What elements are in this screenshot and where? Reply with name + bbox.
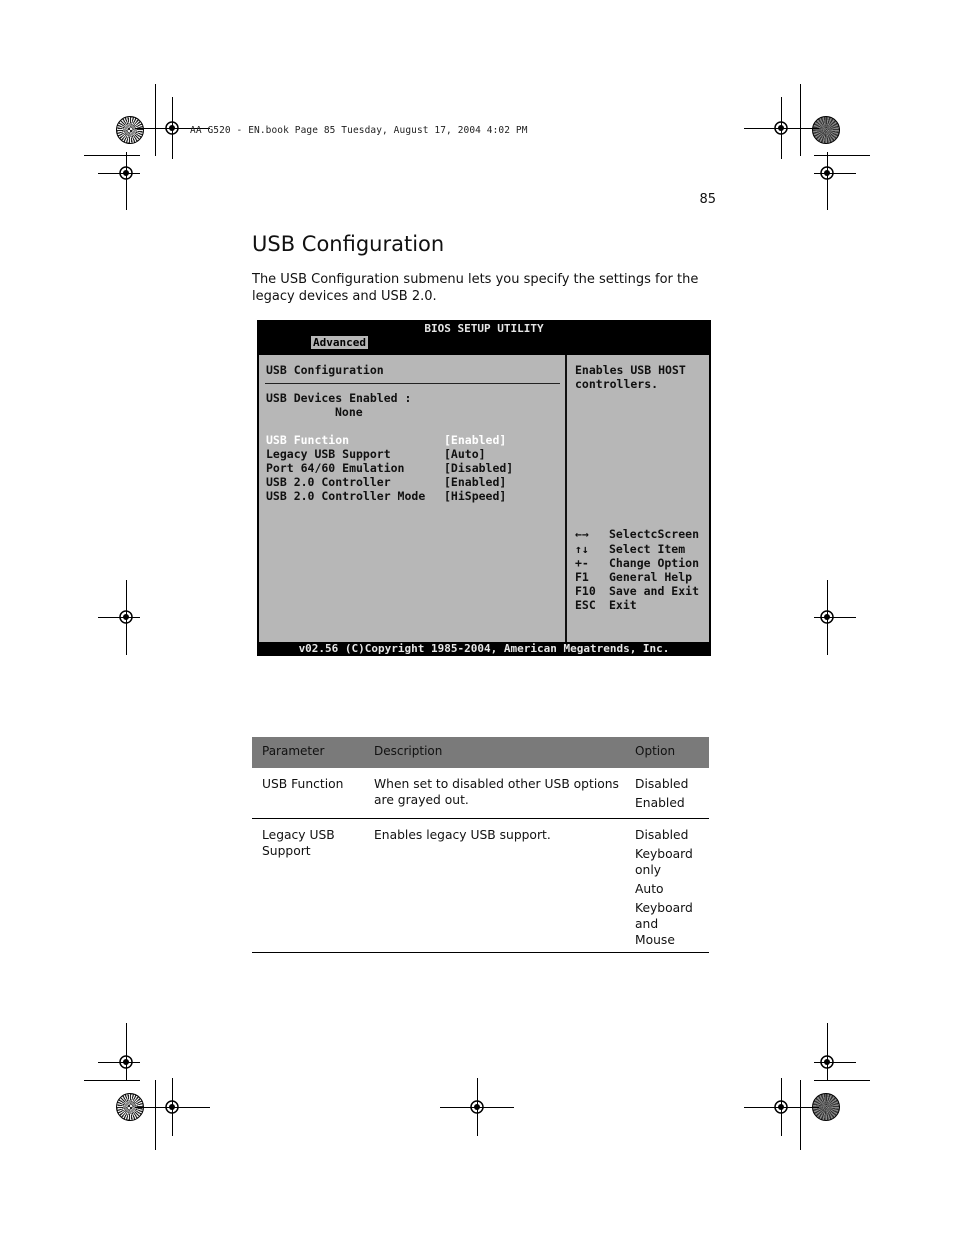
crosshair-icon — [771, 118, 791, 138]
option-cell — [635, 776, 707, 814]
crop-line — [155, 1080, 156, 1150]
bios-key: F10 — [575, 584, 596, 598]
column-header: Parameter — [262, 744, 325, 758]
bios-key-action: Change Option — [609, 556, 700, 570]
crosshair-icon — [162, 118, 182, 138]
crop-line — [814, 155, 870, 156]
bios-help-text: controllers. — [575, 377, 659, 391]
description-cell: Enables legacy USB support. — [374, 828, 551, 842]
crosshair-icon — [467, 1097, 487, 1117]
bios-settings-pane — [259, 355, 567, 642]
crop-line — [814, 1080, 870, 1081]
bios-item-label[interactable]: Port 64/60 Emulation — [266, 461, 405, 475]
bios-header: BIOS SETUP UTILITY — [424, 322, 544, 335]
crop-line — [155, 84, 156, 156]
table-header — [252, 737, 709, 768]
bios-devices-value: None — [335, 405, 363, 419]
intro-paragraph: The USB Configuration submenu lets you specify the settings for the legacy devices and USB 2.0. — [252, 272, 699, 304]
bios-key: ↑↓ — [575, 542, 589, 556]
bios-screenshot — [257, 320, 711, 656]
option-value: Disabled — [635, 828, 689, 842]
registration-target-icon — [116, 116, 144, 144]
crop-line — [800, 1080, 801, 1150]
option-value: Enabled — [635, 796, 685, 810]
bios-tab-advanced: Advanced — [313, 336, 366, 349]
bios-help-pane — [567, 355, 709, 642]
crosshair-icon — [771, 1097, 791, 1117]
option-value: Auto — [635, 882, 664, 896]
crosshair-icon — [817, 1052, 837, 1072]
description-cell: When set to disabled other USB options are grayed out. — [374, 777, 619, 807]
bios-key-action: SelectcScreen — [609, 527, 700, 541]
page-number: 85 — [699, 192, 716, 207]
bios-item-label[interactable]: USB 2.0 Controller Mode — [266, 489, 426, 503]
bios-item-value[interactable]: [Enabled] — [444, 433, 507, 447]
bios-section-title: USB Configuration — [266, 363, 384, 377]
bios-item-label[interactable]: USB Function — [266, 433, 350, 447]
column-header: Option — [635, 744, 676, 758]
bios-key-action: General Help — [609, 570, 693, 584]
registration-target-icon — [812, 116, 840, 144]
crosshair-icon — [116, 163, 136, 183]
bios-key-action: Save and Exit — [609, 584, 700, 598]
crosshair-icon — [162, 1097, 182, 1117]
bios-key: ESC — [575, 598, 596, 612]
bios-panel — [259, 355, 709, 642]
option-value: Disabled — [635, 777, 689, 791]
bios-footer: v02.56 (C)Copyright 1985-2004, American Megatrends, Inc. — [298, 642, 670, 655]
bios-item-label[interactable]: Legacy USB Support — [266, 447, 391, 461]
parameter-cell: Legacy USB Support — [262, 828, 335, 858]
option-value: Keyboard and Mouse — [635, 901, 693, 947]
bios-help-text: Enables USB HOST — [575, 363, 686, 377]
bios-item-label[interactable]: USB 2.0 Controller — [266, 475, 391, 489]
crosshair-icon — [817, 607, 837, 627]
parameter-table — [252, 737, 709, 953]
crosshair-icon — [116, 607, 136, 627]
bios-key: +- — [575, 556, 589, 570]
bios-item-value[interactable]: [HiSpeed] — [444, 489, 507, 503]
table-row — [252, 819, 709, 953]
page-title: USB Configuration — [252, 232, 445, 256]
crop-line — [84, 155, 140, 156]
option-value: Keyboard only — [635, 847, 693, 877]
option-cell — [635, 827, 697, 951]
crosshair-icon — [116, 1052, 136, 1072]
print-slug: AA G520 - EN.book Page 85 Tuesday, August 17, 2004 4:02 PM — [190, 125, 528, 136]
bios-devices-label: USB Devices Enabled : — [266, 391, 412, 405]
bios-item-value[interactable]: [Auto] — [444, 447, 486, 461]
parameter-cell: USB Function — [262, 777, 344, 791]
bios-divider — [265, 383, 560, 384]
table-row — [252, 768, 709, 819]
bios-key-action: Exit — [609, 598, 637, 612]
bios-key-action: Select Item — [609, 542, 686, 556]
bios-key: F1 — [575, 570, 589, 584]
crop-line — [800, 84, 801, 156]
bios-key: ←→ — [575, 527, 589, 541]
crosshair-icon — [817, 163, 837, 183]
crop-line — [84, 1080, 140, 1081]
bios-item-value[interactable]: [Enabled] — [444, 475, 507, 489]
column-header: Description — [374, 744, 443, 758]
bios-item-value[interactable]: [Disabled] — [444, 461, 514, 475]
